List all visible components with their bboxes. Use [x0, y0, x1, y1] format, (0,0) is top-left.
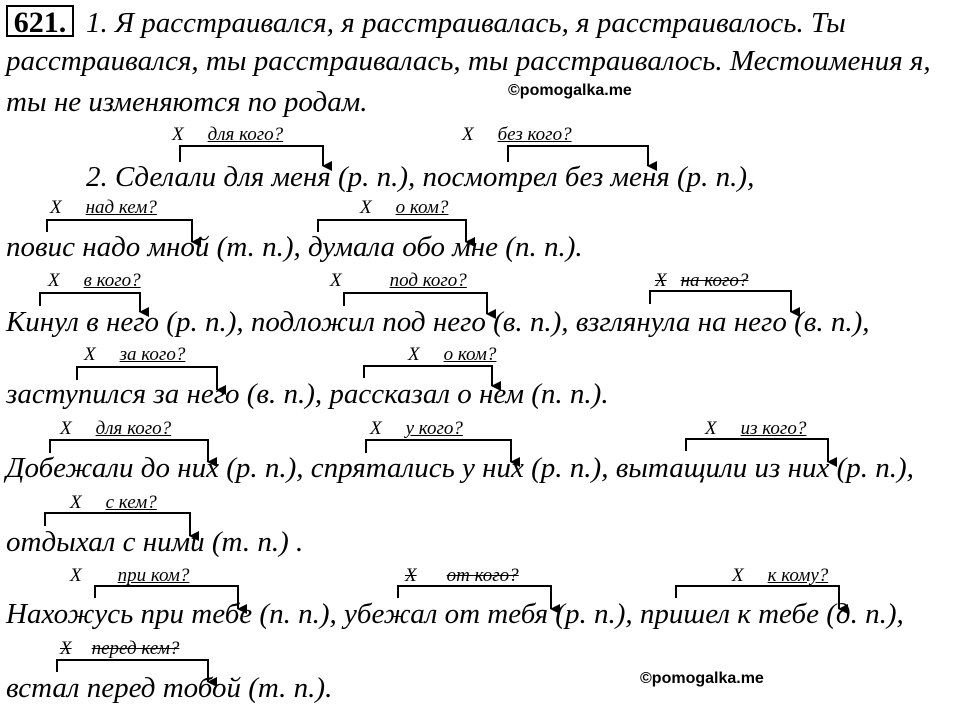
text-line-9: отдыхал с ними (т. п.) . — [6, 526, 304, 558]
text-line-8: Добежали до них (р. п.), спрятались у них (р. п.), вытащили из них (р. п.), — [6, 452, 914, 484]
question-annotation: X от кого? — [405, 565, 519, 586]
arrow-bracket — [686, 439, 828, 462]
text-line-2: расстраивался, ты расстраивалась, ты расстраивалось. Местоимения я, — [6, 45, 931, 77]
arrow-bracket — [318, 220, 466, 242]
arrow-bracket — [40, 293, 140, 312]
question-annotation: X без кого? — [462, 124, 572, 145]
question-annotation: X к кому? — [732, 565, 829, 586]
question-annotation: X у кого? — [370, 418, 463, 439]
question-annotation: X над кем? — [50, 197, 157, 218]
arrow-bracket — [47, 220, 192, 242]
text-line-1: 1. Я расстраивался, я расстраивалась, я расстраивалось. Ты — [86, 7, 846, 39]
question-annotation: X о ком? — [408, 344, 497, 365]
text-line-6: Кинул в него (р. п.), подложил под него (в. п.), взглянула на него (в. п.), — [6, 306, 870, 338]
question-annotation: X на кого? — [655, 270, 749, 291]
arrow-bracket — [77, 367, 217, 390]
question-annotation: X для кого? — [172, 124, 284, 145]
question-annotation: X с кем? — [70, 492, 157, 513]
arrow-bracket — [180, 146, 323, 166]
text-line-10: Нахожусь при тебе (п. п.), убежал от тебя (р. п.), пришел к тебе (д. п.), — [6, 598, 904, 630]
watermark: ©pomogalka.me — [640, 670, 764, 687]
text-line-3: ты не изменяются по родам. — [6, 86, 368, 118]
question-annotation: X под кого? — [330, 270, 467, 291]
arrow-bracket — [364, 366, 492, 386]
question-annotation: X за кого? — [84, 344, 186, 365]
text-line-11: встал перед тобой (т. п.). — [6, 672, 333, 704]
arrow-bracket — [45, 513, 190, 536]
watermark: ©pomogalka.me — [508, 82, 632, 99]
arrow-bracket — [50, 440, 208, 462]
text-line-7: заступился за него (в. п.), рассказал о нем (п. п.). — [6, 378, 609, 410]
text-line-4: 2. Сделали для меня (р. п.), посмотрел без меня (р. п.), — [86, 161, 755, 193]
arrow-bracket — [366, 440, 511, 462]
arrow-bracket — [650, 291, 791, 312]
question-annotation: X в кого? — [48, 270, 141, 291]
question-annotation: X при ком? — [70, 565, 190, 586]
arrow-bracket — [57, 660, 208, 682]
question-annotation: X о ком? — [360, 197, 449, 218]
exercise-number: 621. — [6, 5, 74, 37]
question-annotation: X для кого? — [60, 418, 172, 439]
arrow-bracket — [344, 293, 487, 314]
text-line-5: повис надо мной (т. п.), думала обо мне (п. п.). — [6, 231, 583, 263]
question-annotation: X из кого? — [705, 418, 807, 439]
arrow-bracket — [398, 586, 551, 609]
arrow-bracket — [676, 586, 839, 609]
arrow-bracket — [508, 146, 648, 166]
arrow-bracket — [95, 586, 238, 609]
question-annotation: X перед кем? — [60, 638, 180, 659]
